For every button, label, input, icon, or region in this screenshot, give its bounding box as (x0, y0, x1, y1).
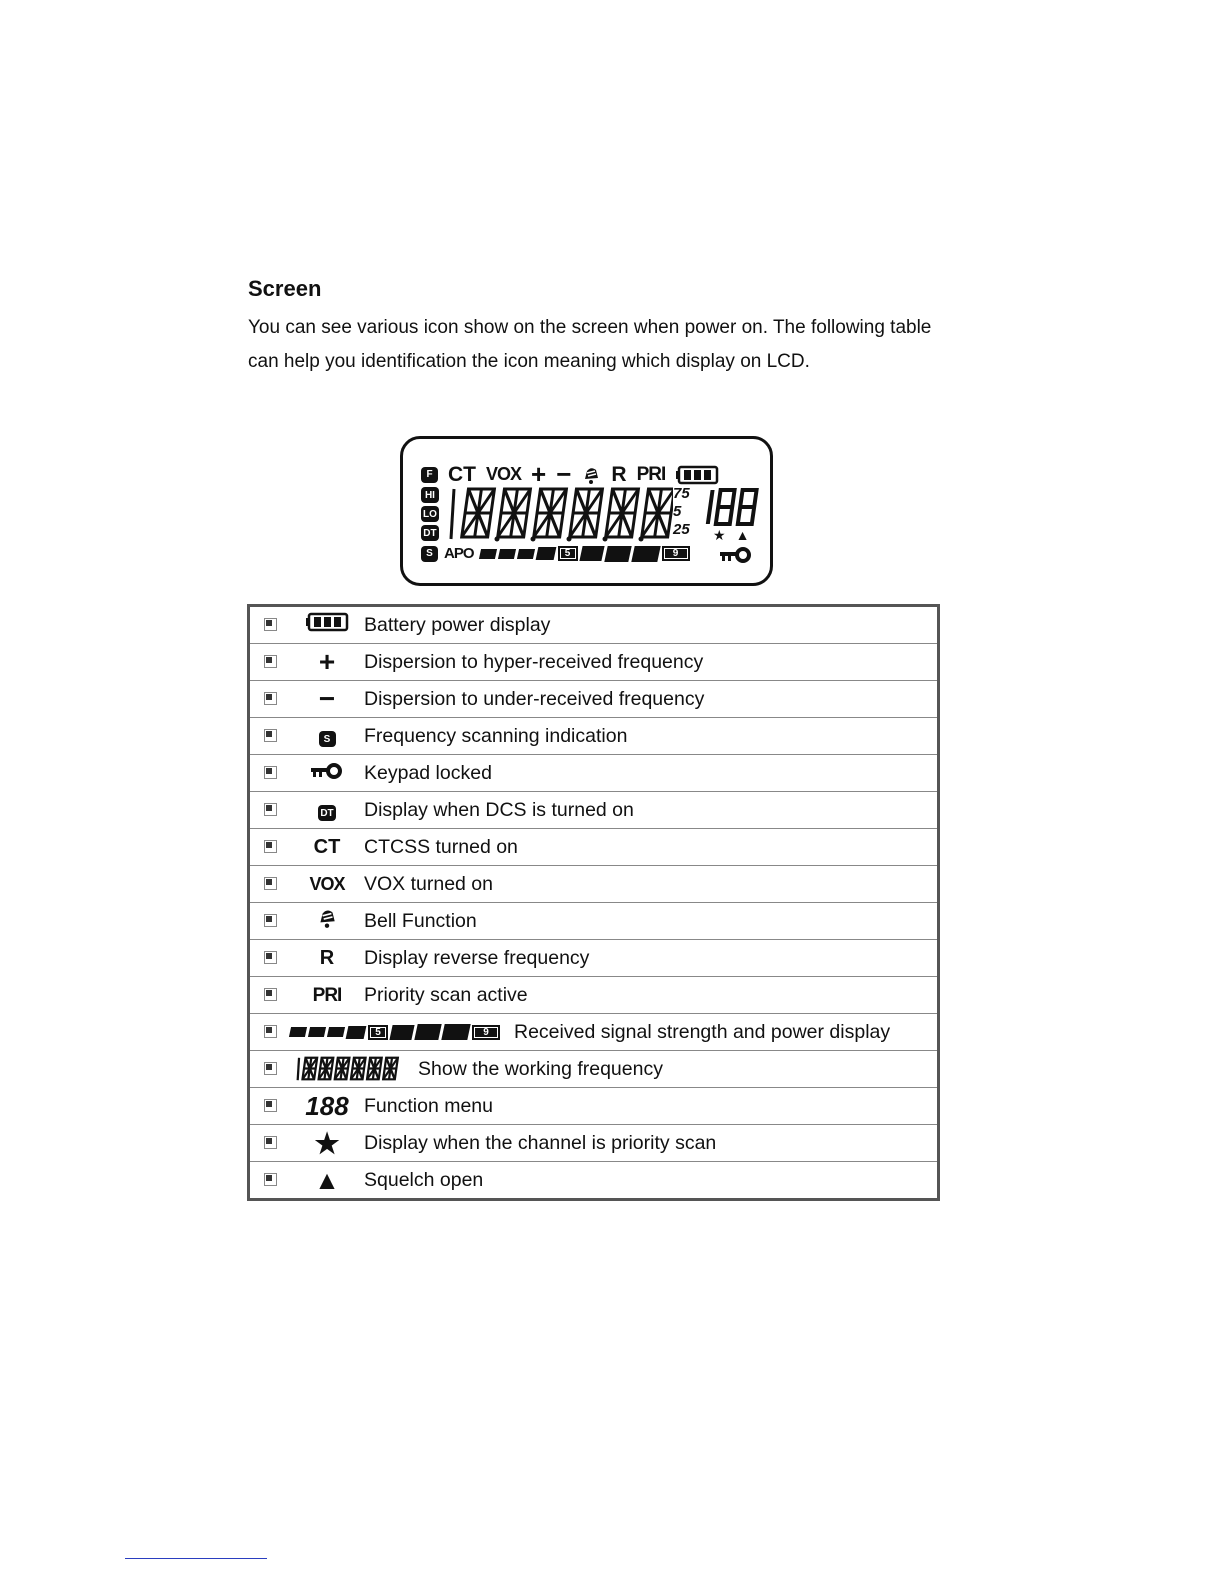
lcd-plus-icon: + (531, 459, 547, 489)
pri-icon: PRI (312, 984, 342, 1006)
table-row (249, 1051, 939, 1088)
table-row (249, 1125, 939, 1162)
lcd-key-icon (719, 547, 753, 563)
lcd-f-tag: F (421, 467, 438, 483)
star-icon: ★ (314, 1127, 340, 1159)
row-checkbox (264, 1025, 277, 1038)
signal-bar (441, 1024, 470, 1040)
lcd-apo-label: APO (444, 545, 474, 562)
lcd-step-numbers (673, 485, 690, 539)
lcd-minus-icon: − (556, 459, 572, 489)
table-row (249, 606, 939, 644)
row-checkbox (264, 692, 277, 705)
lcd-bar (478, 549, 496, 559)
table-row (249, 644, 939, 681)
lcd-triangle-icon: ▲ (735, 527, 750, 543)
lcd-188-digits (705, 487, 761, 527)
signal-bar-9: 9 (472, 1025, 500, 1040)
lcd-num-25: 25 (673, 521, 690, 538)
digits-188-icon: 188 (305, 1090, 349, 1121)
table-row (249, 977, 939, 1014)
lcd-battery-icon (675, 465, 719, 485)
section-heading: Screen (248, 276, 322, 301)
row-checkbox (264, 988, 277, 1001)
intro-paragraph: You can see various icon show on the screen when power on. The following table can help you identification the icon meaning which display on LCD. (248, 317, 932, 372)
row-description: Priority scan active (364, 977, 939, 1014)
lcd-bar (516, 549, 534, 559)
row-checkbox (264, 951, 277, 964)
signal-bar (308, 1027, 326, 1037)
row-description: Bell Function (364, 903, 939, 940)
scan-s-icon: S (319, 731, 336, 747)
row-checkbox (264, 766, 277, 779)
row-checkbox (264, 914, 277, 927)
row-description: Frequency scanning indication (364, 718, 939, 755)
table-row (249, 1014, 939, 1051)
plus-icon: + (318, 646, 336, 677)
signal-bar (327, 1027, 345, 1037)
lcd-star-icon: ★ (713, 527, 726, 543)
lcd-vox-label: VOX (486, 464, 522, 484)
row-description: VOX turned on (364, 866, 939, 903)
signal-bars-icon (290, 1024, 500, 1040)
signal-bar (346, 1026, 367, 1039)
key-icon (310, 763, 344, 779)
lcd-bar (631, 546, 660, 562)
row-checkbox (264, 618, 277, 631)
lcd-hi-tag: HI (421, 487, 439, 503)
signal-bar (289, 1027, 307, 1037)
table-row (249, 755, 939, 792)
row-checkbox (264, 1173, 277, 1186)
row-description: Display when DCS is turned on (364, 792, 939, 829)
minus-icon: − (318, 683, 336, 714)
row-checkbox (264, 655, 277, 668)
row-description: Show the working frequency (418, 1057, 663, 1080)
lcd-bar (497, 549, 515, 559)
row-description: Battery power display (364, 613, 551, 636)
table-row (249, 681, 939, 718)
lcd-ct-label: CT (448, 462, 476, 486)
bell-icon (316, 907, 338, 929)
vox-icon: VOX (309, 873, 345, 894)
row-checkbox (264, 729, 277, 742)
row-checkbox (264, 803, 277, 816)
lcd-star-triangle (713, 527, 749, 544)
lcd-signal-bars (480, 546, 690, 562)
r-icon: R (319, 946, 335, 969)
triangle-icon: ▲ (314, 1164, 340, 1195)
table-row (249, 792, 939, 829)
lcd-s-tag: S (421, 546, 438, 562)
lcd-bottom-row (421, 545, 690, 562)
signal-bar (414, 1024, 441, 1040)
row-checkbox (264, 877, 277, 890)
row-checkbox (264, 840, 277, 853)
ct-icon: CT (313, 835, 341, 858)
row-checkbox (264, 1062, 277, 1075)
lcd-num-5: 5 (673, 503, 682, 520)
table-row (249, 718, 939, 755)
table-row (249, 866, 939, 903)
row-description: Received signal strength and power display (514, 1020, 891, 1043)
lcd-bar (535, 547, 556, 560)
dt-icon: DT (318, 805, 335, 821)
lcd-pri-label: PRI (636, 463, 666, 485)
row-description: Display reverse frequency (364, 940, 939, 977)
lcd-num-75: 75 (673, 485, 690, 502)
lcd-bell-icon (581, 465, 601, 485)
table-row (249, 903, 939, 940)
battery-icon (305, 612, 349, 632)
lcd-bar (604, 546, 631, 562)
table-row (249, 1162, 939, 1200)
lcd-lo-tag: LO (421, 506, 439, 522)
lcd-bar-5: 5 (558, 546, 578, 561)
row-description: Squelch open (364, 1162, 939, 1200)
lcd-frequency-digits (449, 485, 673, 543)
row-description: Keypad locked (364, 755, 939, 792)
icon-legend-table (247, 604, 940, 1201)
table-row (249, 829, 939, 866)
row-checkbox (264, 1136, 277, 1149)
lcd-bar-9: 9 (662, 546, 690, 561)
table-row (249, 1088, 939, 1125)
lcd-r-label: R (611, 462, 627, 486)
row-description: CTCSS turned on (364, 829, 939, 866)
row-description: Display when the channel is priority scan (364, 1125, 939, 1162)
frequency-digits-icon (290, 1056, 404, 1082)
lcd-dt-tag: DT (421, 525, 439, 541)
signal-bar-5: 5 (368, 1025, 388, 1040)
row-description: Function menu (364, 1088, 939, 1125)
lcd-left-tags (421, 487, 439, 541)
lcd-diagram (400, 436, 773, 586)
row-checkbox (264, 1099, 277, 1112)
lcd-bar (579, 546, 604, 561)
table-row (249, 940, 939, 977)
row-description: Dispersion to hyper-received frequency (364, 644, 939, 681)
signal-bar (389, 1025, 414, 1040)
row-description: Dispersion to under-received frequency (364, 681, 939, 718)
footnote-rule (125, 1558, 267, 1559)
